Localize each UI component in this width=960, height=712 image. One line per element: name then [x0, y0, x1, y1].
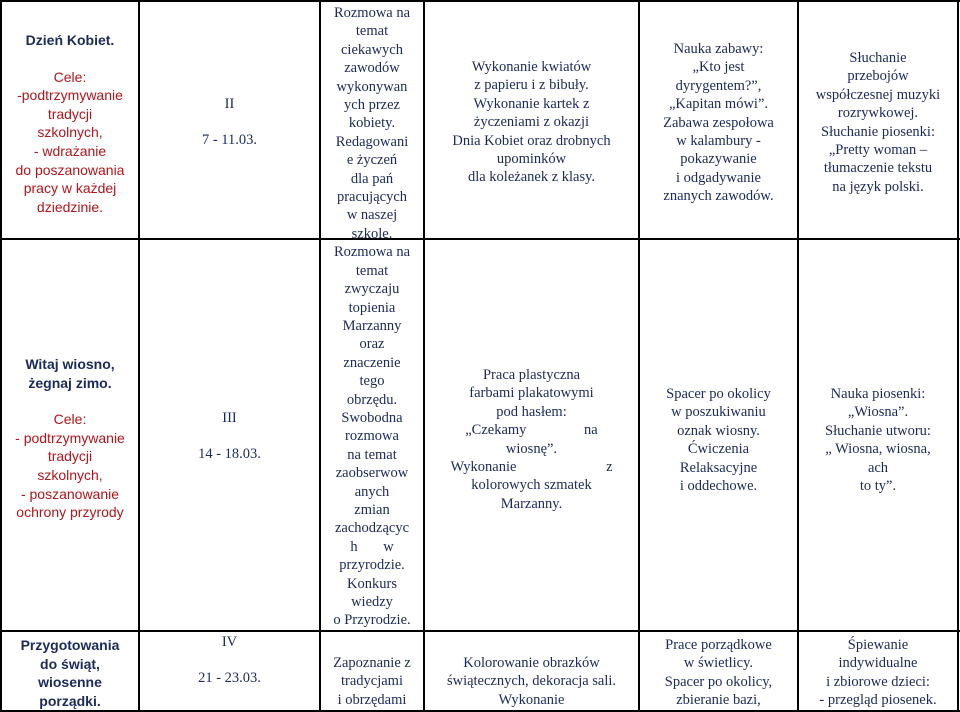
talk-line: ych przez — [344, 97, 400, 114]
talk-line: znaczenie — [343, 354, 401, 371]
talk-line: Rozmowa na — [333, 5, 411, 21]
art-line: upominków — [496, 151, 567, 168]
goal-line: szkolnych, — [37, 466, 103, 483]
goal-line: -podtrzymywanie — [17, 87, 123, 104]
talk-line: o Przyrodzie. — [333, 612, 411, 629]
goal-line: do poszanowania — [15, 161, 125, 178]
talk-line: Zapoznanie z — [333, 655, 411, 671]
theme-title: Dzień Kobiet. — [25, 32, 115, 48]
week-cell — [140, 633, 319, 688]
art-line: Wykonanie — [498, 691, 565, 708]
music-line: przebojów — [847, 68, 909, 85]
theme-title: żegnaj zimo. — [28, 374, 112, 391]
talk-line: zawodów — [344, 60, 400, 77]
music-line: to ty”. — [859, 478, 897, 495]
games-cell — [640, 385, 797, 495]
games-line: Spacer po okolicy — [666, 386, 771, 402]
talk-line: Redagowani — [335, 133, 409, 150]
row-divider — [0, 238, 960, 240]
games-cell — [640, 40, 797, 206]
talk-line: topienia — [348, 299, 396, 316]
talk-line: anych — [354, 483, 390, 500]
talk-line: ciekawych — [341, 41, 403, 58]
music-line: „ Wiosna, wiosna, — [825, 441, 931, 458]
talk-line: przyrodzie. — [339, 557, 405, 574]
games-line: Prace porządkowe — [665, 637, 772, 653]
theme-title: Przygotowania — [20, 637, 120, 653]
art-line: świątecznych, dekoracja sali. — [446, 673, 617, 690]
talk-line: na temat — [347, 446, 397, 463]
goal-line: - poszanowanie — [20, 485, 120, 502]
games-line: Zabawa zespołowa — [663, 114, 774, 131]
table-border-right — [957, 0, 959, 712]
games-line: „Kto jest — [692, 59, 745, 76]
talk-line: szkole. — [351, 225, 393, 242]
talk-line: e życzeń — [346, 152, 398, 169]
music-line: Słuchanie utworu: — [825, 422, 931, 439]
talk-line: kobiety. — [348, 115, 396, 132]
games-line: Spacer po okolicy, — [664, 673, 773, 690]
goal-line: - podtrzymywanie — [15, 429, 125, 446]
week-dates: 14 - 18.03. — [198, 446, 261, 463]
week-dates: 21 - 23.03. — [198, 670, 261, 687]
music-line: na język polski. — [832, 178, 924, 195]
row-divider — [0, 630, 960, 632]
theme-title: Witaj wiosno, — [25, 356, 115, 372]
theme-title: do świąt, — [40, 655, 100, 672]
music-cell — [799, 49, 957, 196]
talk-line: zaobserwow — [335, 465, 409, 482]
music-cell — [799, 636, 957, 710]
games-line: oznak wiosny. — [677, 422, 760, 439]
talk-line: tradycjami — [340, 673, 403, 690]
talk-line: pracujących — [336, 189, 408, 206]
goal-line: tradycji — [47, 448, 93, 465]
games-line: dyrygentem?”, — [675, 77, 762, 94]
art-line: z papieru i z bibuły. — [474, 77, 589, 94]
talk-line: zachodzącyc — [334, 520, 410, 537]
art-line: Wykonanie kwiatów — [471, 59, 592, 75]
talk-line: obrzędu. — [346, 391, 398, 408]
music-cell — [799, 385, 957, 495]
week-number: III — [222, 410, 237, 426]
art-line: dla koleżanek z klasy. — [467, 169, 596, 186]
week-cell — [140, 95, 319, 150]
music-line: Słuchanie piosenki: — [821, 123, 935, 140]
talk-line: Marzanny — [342, 317, 402, 334]
theme-cell-spring — [2, 355, 138, 522]
week-number: IV — [221, 634, 238, 650]
art-line: Dnia Kobiet oraz drobnych — [452, 132, 611, 149]
art-line: Praca plastyczna — [482, 367, 581, 383]
art-line: „Czekamy na — [465, 422, 598, 439]
games-line: w kalambury - — [676, 133, 761, 150]
talk-line: wykonywan — [336, 78, 408, 95]
games-line: znanych zawodów. — [663, 188, 774, 205]
art-cell — [425, 366, 638, 513]
art-line: wiosnę”. — [505, 440, 558, 457]
art-line: Kolorowanie obrazków — [463, 655, 600, 671]
talk-line: temat — [355, 23, 389, 40]
art-line: kolorowych szmatek — [471, 477, 592, 494]
music-line: współczesnej muzyki — [815, 86, 941, 103]
games-line: pokazywanie — [680, 151, 757, 168]
theme-cell-women-day — [2, 31, 138, 216]
talks-cell — [321, 654, 423, 709]
games-line: w świetlicy. — [683, 655, 754, 672]
music-line: Nauka piosenki: — [830, 386, 926, 402]
art-line: Wykonanie z — [450, 459, 613, 476]
music-line: ach — [867, 459, 889, 476]
talk-line: tego — [359, 373, 385, 390]
talk-line: wiedzy — [351, 594, 393, 610]
goal-line: tradycji — [47, 105, 93, 122]
goal-line: dziedzinie. — [36, 198, 104, 215]
games-line: „Kapitan mówi”. — [668, 96, 769, 113]
week-cell — [140, 409, 319, 464]
music-line: „Pretty woman – — [828, 142, 928, 159]
goal-line: - wdrażanie — [33, 142, 107, 159]
theme-title: porządki. — [39, 692, 101, 709]
music-line: i zbiorowe dzieci: — [826, 673, 930, 690]
goal-line: pracy w każdej — [23, 180, 117, 197]
talk-line: Swobodna — [341, 409, 403, 426]
art-cell — [425, 654, 638, 709]
talk-line: i obrzędami — [337, 691, 407, 708]
talk-line: h w — [350, 538, 394, 555]
games-line: Nauka zabawy: — [673, 41, 764, 57]
theme-cell-easter — [2, 636, 138, 710]
games-cell — [640, 636, 797, 710]
music-line: indywidualne — [838, 655, 918, 672]
talk-line: zwyczaju — [344, 281, 400, 298]
games-line: zbieranie bazi, — [676, 692, 761, 709]
games-line: i oddechowe. — [679, 478, 758, 495]
talk-line: rozmowa — [345, 428, 399, 445]
table-border-top — [0, 0, 960, 2]
art-line: farbami plakatowymi — [469, 385, 594, 402]
talk-line: temat — [355, 262, 389, 279]
games-line: Ćwiczenia — [687, 441, 750, 458]
games-line: w poszukiwaniu — [671, 404, 766, 421]
goal-line: ochrony przyrody — [16, 504, 124, 521]
talk-line: oraz — [359, 336, 385, 353]
music-line: - przegląd piosenek. — [819, 692, 937, 709]
music-line: Słuchanie — [849, 50, 907, 66]
music-line: „Wiosna”. — [847, 404, 909, 421]
art-line: życzeniami z okazji — [473, 114, 590, 131]
talks-cell — [321, 4, 423, 630]
art-line: Wykonanie kartek z — [473, 95, 590, 112]
goals-label: Cele: — [53, 411, 87, 428]
goals-label: Cele: — [53, 68, 87, 85]
games-line: Relaksacyjne — [679, 459, 758, 476]
talk-line: Rozmowa na — [333, 244, 411, 261]
art-cell — [425, 58, 638, 187]
games-line: i odgadywanie — [676, 169, 761, 186]
goal-line: szkolnych, — [37, 124, 103, 141]
talk-line: dla pań — [350, 170, 394, 187]
talk-line: Konkurs — [347, 575, 397, 592]
music-line: tłumaczenie tekstu — [823, 160, 933, 177]
talk-line: w naszej — [346, 207, 398, 224]
art-line: pod hasłem: — [496, 403, 567, 420]
week-number: II — [224, 96, 235, 112]
theme-title: wiosenne — [38, 674, 102, 691]
talk-line: zmian — [354, 501, 390, 518]
music-line: Śpiewanie — [847, 637, 909, 653]
week-dates: 7 - 11.03. — [201, 132, 258, 149]
art-line: Marzanny. — [500, 495, 563, 512]
music-line: rozrywkowej. — [837, 105, 919, 122]
